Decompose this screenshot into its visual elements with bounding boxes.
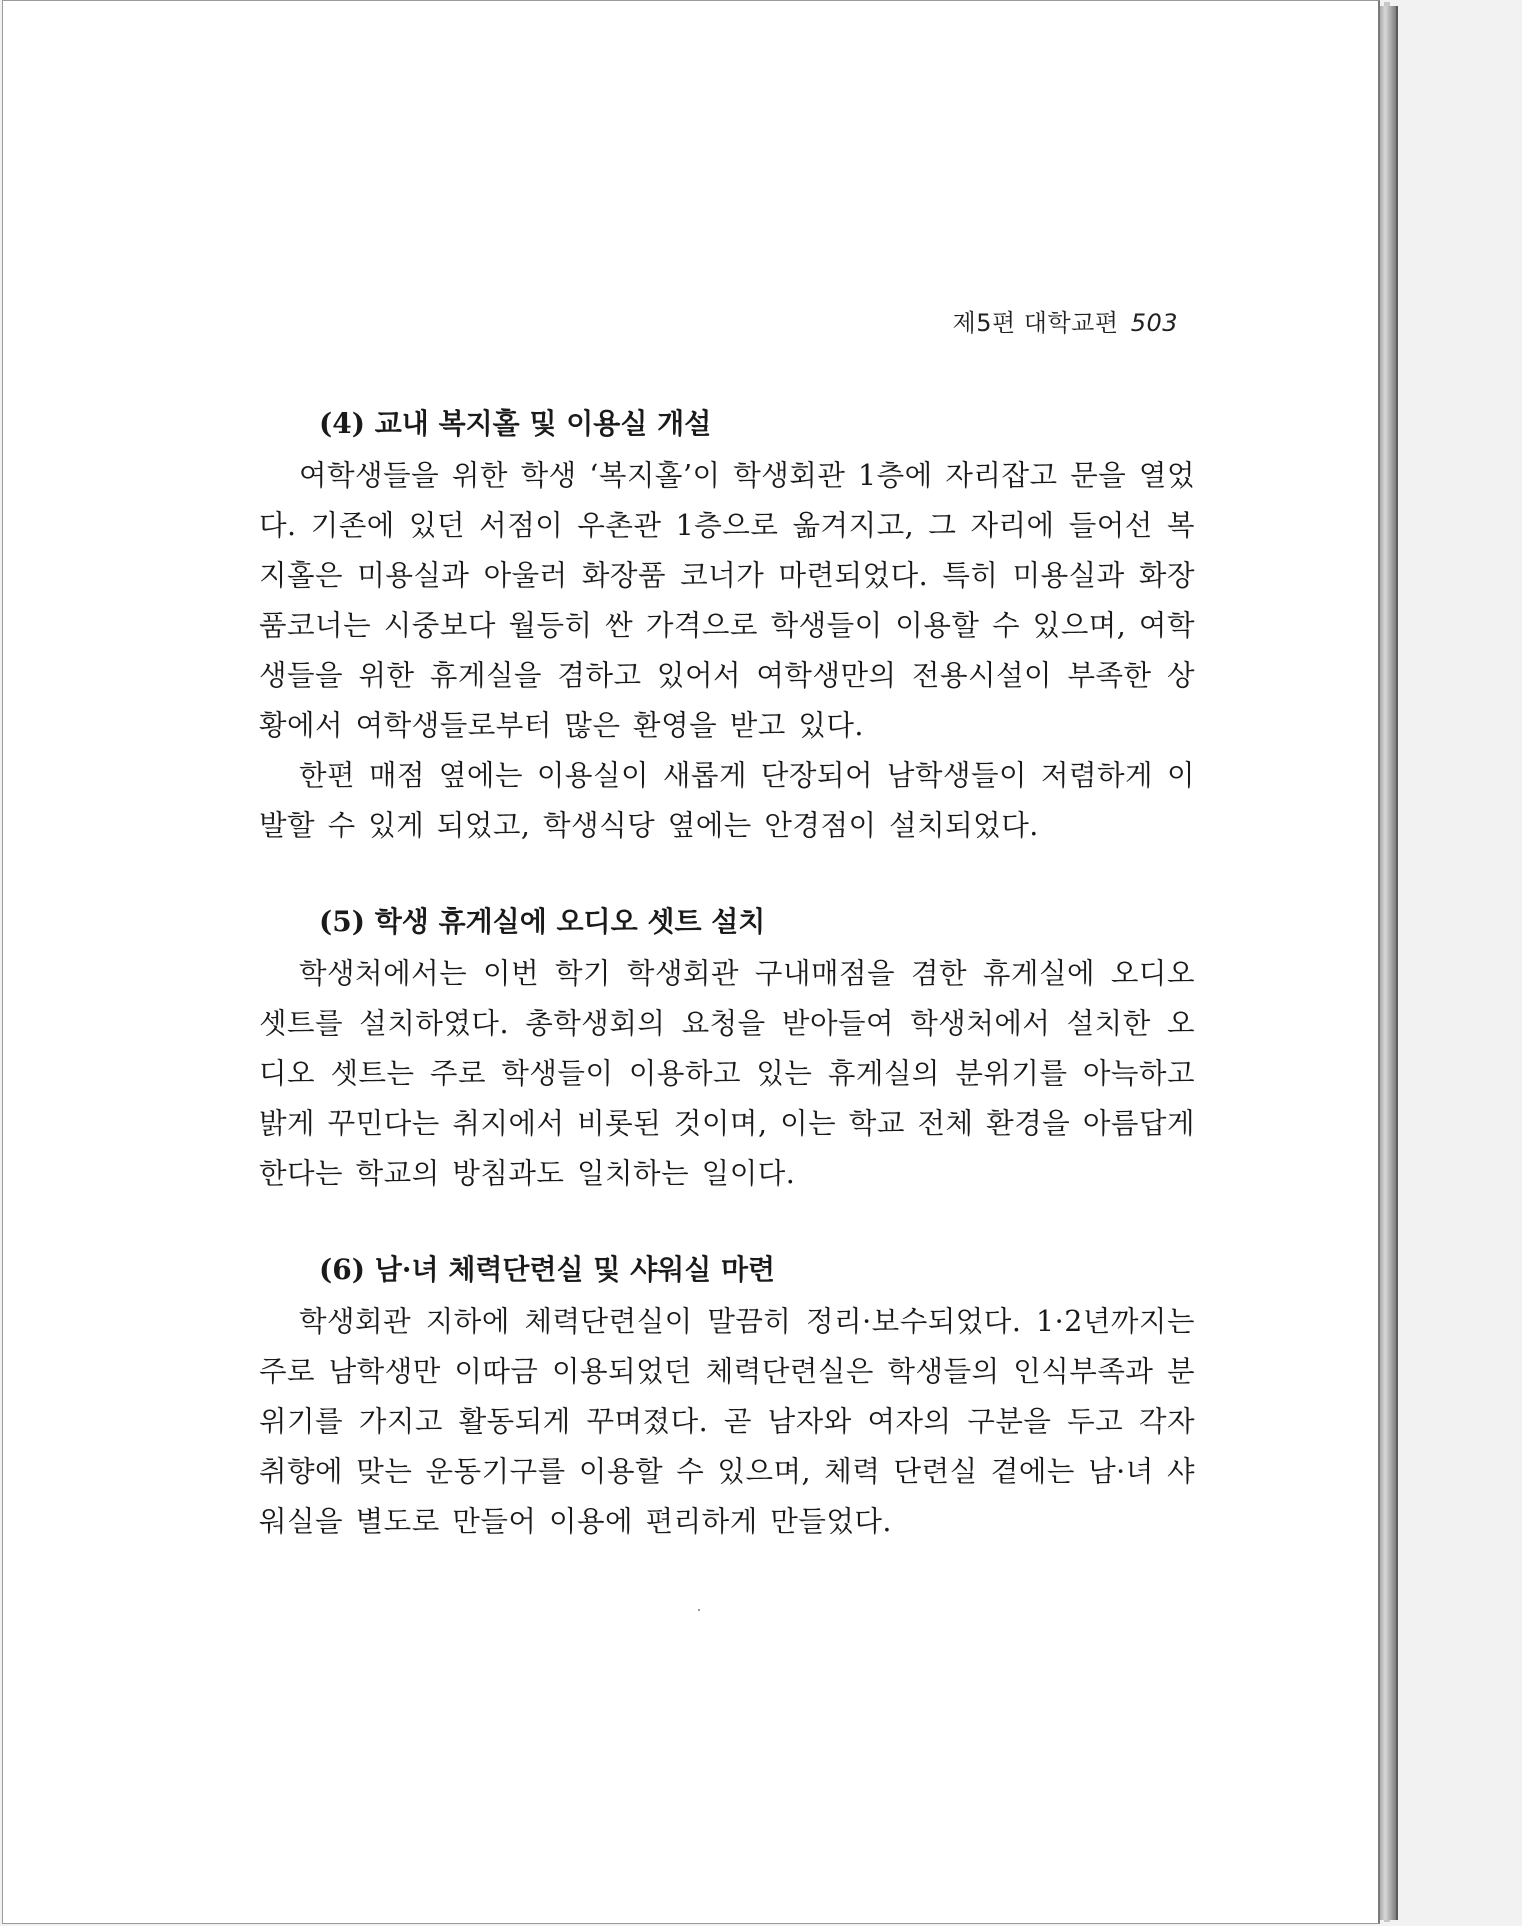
section-fitness-room	[259, 1247, 1195, 1547]
section-heading: (5) 학생 휴게실에 오디오 셋트 설치	[319, 905, 766, 938]
running-head	[953, 303, 1178, 338]
body-text	[259, 401, 1195, 1547]
section-heading: (4) 교내 복지홀 및 이용실 개설	[319, 407, 712, 440]
running-head-label: 제5편 대학교편	[952, 309, 1119, 337]
page-number: 503	[1130, 309, 1178, 337]
book-page	[2, 0, 1380, 1924]
page-stack-edge	[1378, 6, 1398, 1920]
paragraph: 한편 매점 옆에는 이용실이 새롭게 단장되어 남학생들이 저렴하게 이발할 수 있게 되었고, 학생식당 옆에는 안경점이 설치되었다.	[259, 759, 1195, 842]
paragraph: 학생회관 지하에 체력단련실이 말끔히 정리·보수되었다. 1·2년까지는 주로 남학생만 이따금 이용되었던 체력단련실은 학생들의 인식부족과 분위기를 가지고 활동되게 꾸며졌다. 곧 남자와 여자의 구분을 두고 각자 취향에 맞는 운동기구를 이용할 수 있으며, 체력 단련실 곁에는 남·녀 샤워실을 별도로 만들어 이용에 편리하게 만들었다.	[259, 1305, 1195, 1538]
section-audio-set	[259, 899, 1195, 1199]
paragraph: 학생처에서는 이번 학기 학생회관 구내매점을 겸한 휴게실에 오디오 셋트를 설치하였다. 총학생회의 요청을 받아들여 학생처에서 설치한 오디오 셋트는 주로 학생들이 이용하고 있는 휴게실의 분위기를 아늑하고 밝게 꾸민다는 취지에서 비롯된 것이며, 이는 학교 전체 환경을 아름답게 한다는 학교의 방침과도 일치하는 일이다.	[259, 957, 1195, 1190]
scan-speck	[698, 1609, 700, 1611]
paragraph: 여학생들을 위한 학생 ‘복지홀’이 학생회관 1층에 자리잡고 문을 열었다. 기존에 있던 서점이 우촌관 1층으로 옮겨지고, 그 자리에 들어선 복지홀은 미용실과 아울러 화장품 코너가 마련되었다. 특히 미용실과 화장품코너는 시중보다 월등히 싼 가격으로 학생들이 이용할 수 있으며, 여학생들을 위한 휴게실을 겸하고 있어서 여학생만의 전용시설이 부족한 상황에서 여학생들로부터 많은 환영을 받고 있다.	[259, 459, 1195, 742]
section-heading: (6) 남·녀 체력단련실 및 샤워실 마련	[319, 1253, 776, 1286]
section-welfare-hall	[259, 401, 1195, 851]
